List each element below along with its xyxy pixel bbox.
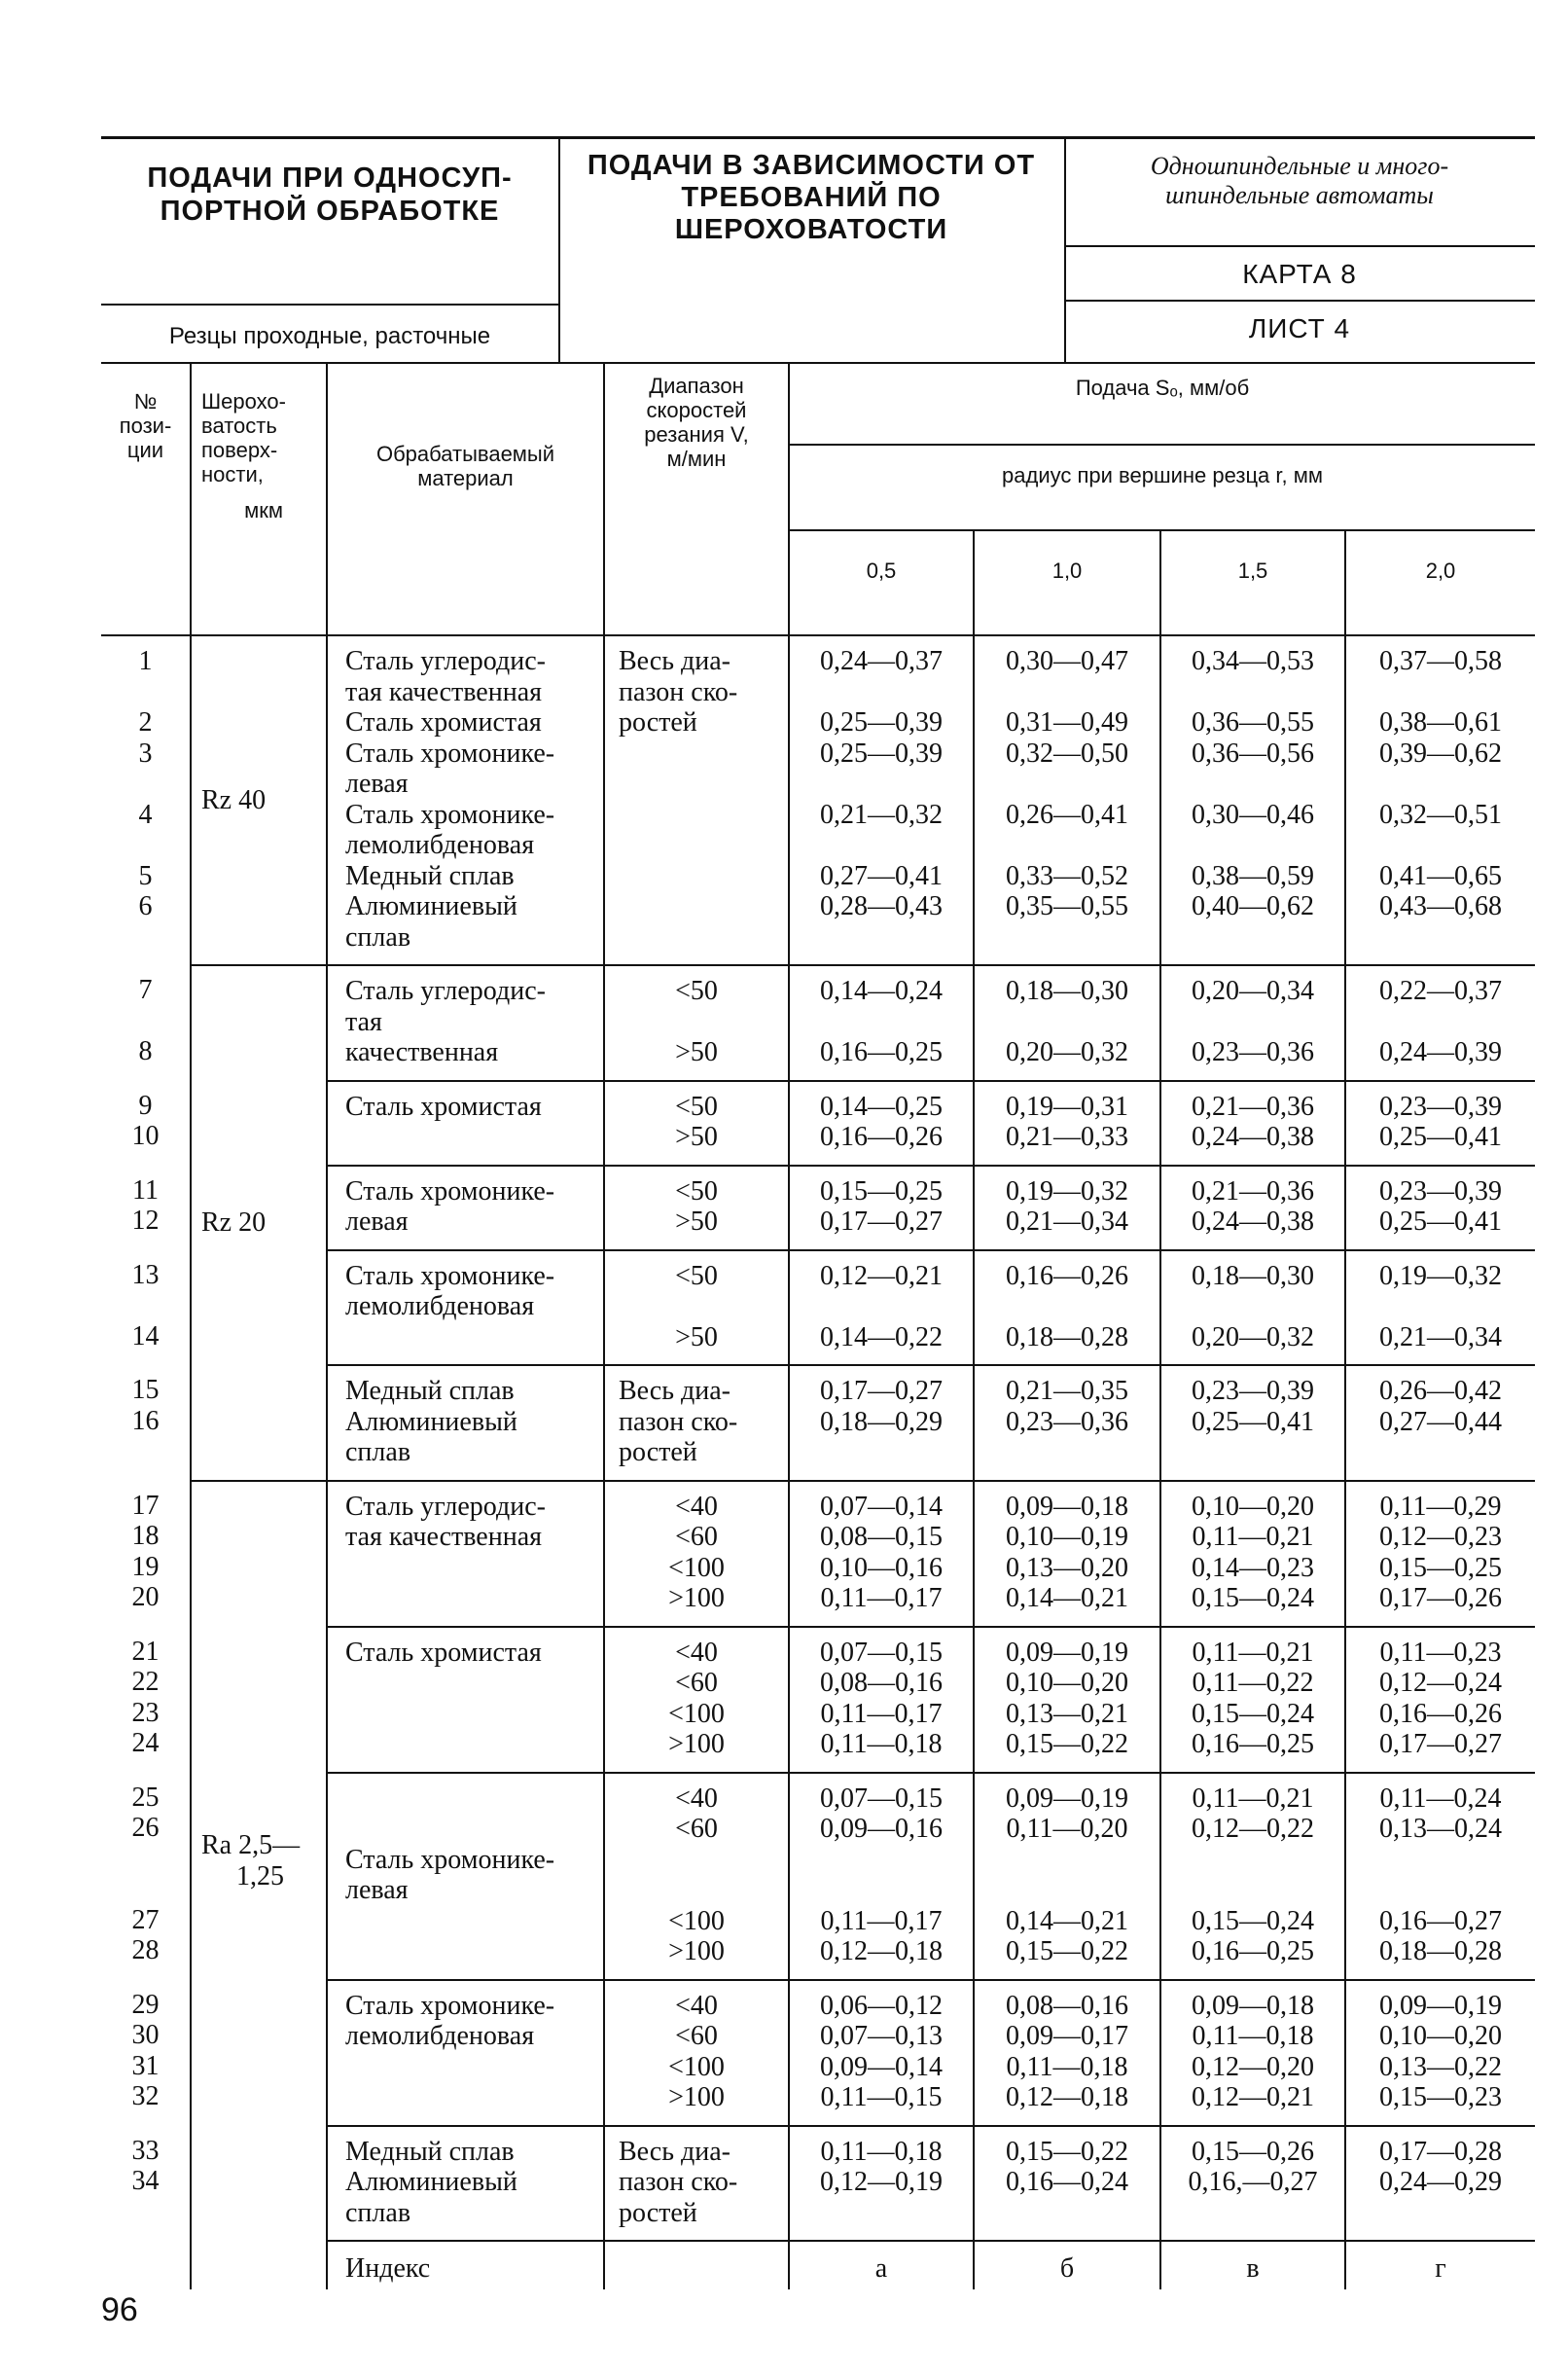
- feed-value-cell: 0,19—0,32 0,21—0,34: [1345, 1250, 1535, 1366]
- position-cell: 15 16: [101, 1365, 191, 1481]
- index-pos-empty: [101, 2241, 191, 2289]
- feed-value-cell: 0,06—0,12 0,07—0,13 0,09—0,14 0,11—0,15: [789, 1980, 974, 2126]
- feed-value-cell: 0,18—0,30 0,20—0,32: [1160, 1250, 1345, 1366]
- feed-value-cell: 0,14—0,25 0,16—0,26: [789, 1081, 974, 1166]
- feed-value-cell: 0,11—0,29 0,12—0,23 0,15—0,25 0,17—0,26: [1345, 1481, 1535, 1627]
- material-cell: Сталь хромонике- лемолибденовая: [327, 1250, 604, 1366]
- title-left: ПОДАЧИ ПРИ ОДНОСУП- ПОРТНОЙ ОБРАБОТКЕ: [147, 162, 513, 227]
- feed-value-cell: 0,15—0,26 0,16,—0,27: [1160, 2126, 1345, 2242]
- feed-value-cell: 0,07—0,15 0,08—0,16 0,11—0,17 0,11—0,18: [789, 1627, 974, 1773]
- material-cell: Сталь хромистая: [327, 1081, 604, 1166]
- feed-value-cell: 0,16—0,26 0,18—0,28: [974, 1250, 1160, 1366]
- radius-15: 1,5: [1160, 530, 1345, 635]
- index-b: б: [974, 2241, 1160, 2289]
- position-cell: 29 30 31 32: [101, 1980, 191, 2126]
- feed-value-cell: 0,11—0,21 0,11—0,22 0,15—0,24 0,16—0,25: [1160, 1627, 1345, 1773]
- material-cell: Сталь углеродис- тая качественная: [327, 965, 604, 1081]
- position-cell: 11 12: [101, 1166, 191, 1250]
- material-cell: Сталь хромонике- лемолибденовая: [327, 1980, 604, 2126]
- col-roughness: Шерохо- ватость поверх- ности, мкм: [191, 363, 327, 635]
- index-row: [101, 2241, 1535, 2289]
- roughness-cell: Rz 40: [191, 635, 327, 965]
- index-d: г: [1345, 2241, 1535, 2289]
- index-a: а: [789, 2241, 974, 2289]
- feed-value-cell: 0,15—0,25 0,17—0,27: [789, 1166, 974, 1250]
- speed-cell: <50 >50: [604, 1166, 789, 1250]
- col-feed: Подача Sₒ, мм/об: [789, 363, 1535, 445]
- col-radius: радиус при вершине резца r, мм: [789, 445, 1535, 530]
- feed-value-cell: 0,10—0,20 0,11—0,21 0,14—0,23 0,15—0,24: [1160, 1481, 1345, 1627]
- position-cell: 9 10: [101, 1081, 191, 1166]
- position-cell: 25 26 27 28: [101, 1773, 191, 1980]
- feed-value-cell: 0,08—0,16 0,09—0,17 0,11—0,18 0,12—0,18: [974, 1980, 1160, 2126]
- feed-value-cell: 0,09—0,19 0,10—0,20 0,13—0,22 0,15—0,23: [1345, 1980, 1535, 2126]
- feed-value-cell: 0,23—0,39 0,25—0,41: [1345, 1166, 1535, 1250]
- speed-cell: <50 >50: [604, 1250, 789, 1366]
- feed-value-cell: 0,17—0,28 0,24—0,29: [1345, 2126, 1535, 2242]
- feed-value-cell: 0,19—0,31 0,21—0,33: [974, 1081, 1160, 1166]
- feed-value-cell: 0,09—0,19 0,11—0,20 0,14—0,21 0,15—0,22: [974, 1773, 1160, 1980]
- card-label: КАРТА 8: [1242, 259, 1357, 289]
- index-label: Индекс: [327, 2241, 604, 2289]
- sheet-label: ЛИСТ 4: [1248, 313, 1351, 343]
- title-center: ПОДАЧИ В ЗАВИСИМОСТИ ОТ ТРЕБОВАНИЙ ПО ШЕРОХОВАТОСТИ: [587, 150, 1036, 245]
- feed-value-cell: 0,07—0,14 0,08—0,15 0,10—0,16 0,11—0,17: [789, 1481, 974, 1627]
- position-cell: 33 34: [101, 2126, 191, 2242]
- feed-value-cell: 0,14—0,24 0,16—0,25: [789, 965, 974, 1081]
- feed-value-cell: 0,07—0,15 0,09—0,16 0,11—0,17 0,12—0,18: [789, 1773, 974, 1980]
- speed-cell: <40 <60 <100 >100: [604, 1980, 789, 2126]
- feed-value-cell: 0,19—0,32 0,21—0,34: [974, 1166, 1160, 1250]
- col-speed: Диапазон скоростей резания V, м/мин: [604, 363, 789, 635]
- material-cell: Сталь углеродис- тая качественная Сталь хромистая Сталь хромонике- левая Сталь хромонике- лемолибденовая Медный сплав Алюминиевый сплав: [327, 635, 604, 965]
- speed-cell: Весь диа- пазон ско- ростей: [604, 1365, 789, 1481]
- feed-value-cell: 0,09—0,18 0,10—0,19 0,13—0,20 0,14—0,21: [974, 1481, 1160, 1627]
- page-number: 96: [101, 2291, 138, 2328]
- material-cell: Медный сплав Алюминиевый сплав: [327, 2126, 604, 2242]
- roughness-cell: Rz 20: [191, 965, 327, 1481]
- feed-value-cell: 0,09—0,19 0,10—0,20 0,13—0,21 0,15—0,22: [974, 1627, 1160, 1773]
- material-cell: Сталь хромонике- левая: [327, 1773, 604, 1980]
- position-cell: 21 22 23 24: [101, 1627, 191, 1773]
- index-speed-empty: [604, 2241, 789, 2289]
- table-row: [101, 1481, 1535, 1627]
- title-right: Одношпиндельные и много- шпиндельные автоматы: [1150, 152, 1449, 209]
- feed-value-cell: 0,21—0,35 0,23—0,36: [974, 1365, 1160, 1481]
- feed-value-cell: 0,30—0,47 0,31—0,49 0,32—0,50 0,26—0,41 0,33—0,52 0,35—0,55: [974, 635, 1160, 965]
- feed-value-cell: 0,22—0,37 0,24—0,39: [1345, 965, 1535, 1081]
- index-rough-empty: [191, 2241, 327, 2289]
- speed-cell: <40 <60 <100 >100: [604, 1481, 789, 1627]
- feed-value-cell: 0,11—0,18 0,12—0,19: [789, 2126, 974, 2242]
- feed-value-cell: 0,09—0,18 0,11—0,18 0,12—0,20 0,12—0,21: [1160, 1980, 1345, 2126]
- feed-value-cell: 0,15—0,22 0,16—0,24: [974, 2126, 1160, 2242]
- speed-cell: Весь диа- пазон ско- ростей: [604, 2126, 789, 2242]
- feed-value-cell: 0,18—0,30 0,20—0,32: [974, 965, 1160, 1081]
- radius-20: 2,0: [1425, 558, 1456, 583]
- speed-cell: <40 <60 <100 >100: [604, 1773, 789, 1980]
- feed-value-cell: 0,20—0,34 0,23—0,36: [1160, 965, 1345, 1081]
- material-cell: Сталь углеродис- тая качественная: [327, 1481, 604, 1627]
- feed-value-cell: 0,12—0,21 0,14—0,22: [789, 1250, 974, 1366]
- feed-value-cell: 0,23—0,39 0,25—0,41: [1160, 1365, 1345, 1481]
- col-material: Обрабатываемый материал: [327, 363, 604, 635]
- feed-value-cell: 0,26—0,42 0,27—0,44: [1345, 1365, 1535, 1481]
- radius-10: 1,0: [974, 530, 1160, 635]
- feed-value-cell: 0,23—0,39 0,25—0,41: [1345, 1081, 1535, 1166]
- feed-value-cell: 0,24—0,37 0,25—0,39 0,25—0,39 0,21—0,32 0,27—0,41 0,28—0,43: [789, 635, 974, 965]
- feed-value-cell: 0,21—0,36 0,24—0,38: [1160, 1166, 1345, 1250]
- feed-value-cell: 0,34—0,53 0,36—0,55 0,36—0,56 0,30—0,46 0,38—0,59 0,40—0,62: [1160, 635, 1345, 965]
- feed-value-cell: 0,37—0,58 0,38—0,61 0,39—0,62 0,32—0,51 0,41—0,65 0,43—0,68: [1345, 635, 1535, 965]
- roughness-cell: Ra 2,5— 1,25: [191, 1481, 327, 2242]
- feed-value-cell: 0,17—0,27 0,18—0,29: [789, 1365, 974, 1481]
- index-c: в: [1160, 2241, 1345, 2289]
- table-row: [101, 635, 1535, 965]
- speed-cell: Весь диа- пазон ско- ростей: [604, 635, 789, 965]
- position-cell: 7 8: [101, 965, 191, 1081]
- feed-value-cell: 0,11—0,23 0,12—0,24 0,16—0,26 0,17—0,27: [1345, 1627, 1535, 1773]
- radius-05: 0,5: [789, 530, 974, 635]
- subtitle-left: Резцы проходные, расточные: [168, 323, 491, 349]
- page-header: [101, 136, 1535, 362]
- material-cell: Сталь хромонике- левая: [327, 1166, 604, 1250]
- feed-value-cell: 0,11—0,21 0,12—0,22 0,15—0,24 0,16—0,25: [1160, 1773, 1345, 1980]
- table-row: [101, 965, 1535, 1081]
- feed-value-cell: 0,21—0,36 0,24—0,38: [1160, 1081, 1345, 1166]
- speed-cell: <50 >50: [604, 1081, 789, 1166]
- col-position: № пози- ции: [101, 363, 191, 635]
- position-cell: 13 14: [101, 1250, 191, 1366]
- position-cell: 1 2 3 4 5 6: [101, 635, 191, 965]
- speed-cell: <50 >50: [604, 965, 789, 1081]
- material-cell: Сталь хромистая: [327, 1627, 604, 1773]
- position-cell: 17 18 19 20: [101, 1481, 191, 1627]
- feed-value-cell: 0,11—0,24 0,13—0,24 0,16—0,27 0,18—0,28: [1345, 1773, 1535, 1980]
- speed-cell: <40 <60 <100 >100: [604, 1627, 789, 1773]
- feed-table: [101, 362, 1535, 2289]
- material-cell: Медный сплав Алюминиевый сплав: [327, 1365, 604, 1481]
- column-header-row: [101, 363, 1535, 445]
